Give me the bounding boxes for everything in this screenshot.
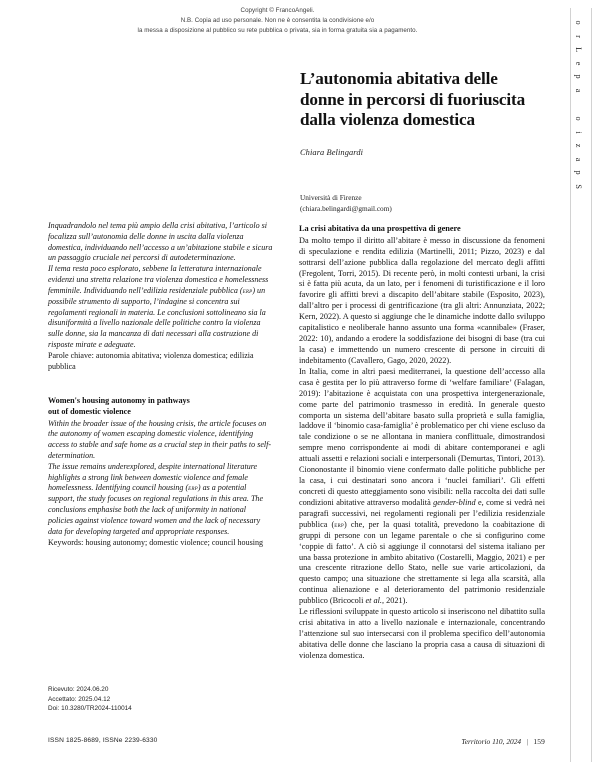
abstract-it-p2-part-b: ) un possibile strumento di supporto, l’indagine si concentra sui regolamenti regionali in materia. Le conclusioni sottolineano sia la disuniformità a livello nazionale delle politiche contro la violenza sulle donne, sia la mancanza di dati necessari alla costruzione di risposte mirate e adeguate. <box>48 285 266 349</box>
abstract-en-p2-part-a: The issue remains underexplored, despite international literature highlights a strong link between domestic violence and female homelessness. Identifying council housing ( <box>48 461 258 493</box>
vertical-char: a <box>573 157 583 162</box>
body-paragraph-1: Da molto tempo il diritto all’abitare è messo in discussione da fenomeni di speculazione e rendita edilizia (Martinelli, 2011; Pizzo, 2023) e dal sottrarsi dell’azione pubblica dalla regolazione del mercato degli affitti (Fregolent, Torri, 2015). Di recente però, in molti contesti urbani, la crisi si è fatta più acuta, da un lato, per i fenomeni di turistificazione e il loro favorire gli affitti brevi a discapito dell’abitare stabile (Esposito, 2023), dall’altro per i processi di gentrificazione (tra gli altri: Annunziata, 2022; Kern, 2022). A questo si aggiunge che le dinamiche indotte dallo sviluppo capitalistico e neoliberale hanno assunto una forma «cannibale» (Fraser, 2022: 10), andando a erodere la soddisfazione dei bisogni di base (tra cui la casa) e immettendo un numero crescente di persone in circuiti di indebitamento (Cavallero, Gago, 2020, 2022). <box>299 235 545 365</box>
affiliation-institution: Università di Firenze <box>300 193 362 202</box>
body-p2-part-b: e, come si vedrà nei paragrafi successivi, nei regolamenti regionali per l’edilizia residenziale pubblica ( <box>299 497 546 529</box>
abstract-en-p2-part-b: ) as a potential support, the study focuses on regional regulations in this area. The conclusions emphasise both the lack of uniformity in national policies against violence toward women and the lack of necessary data for developing targeted and appropriate responses. <box>48 483 264 536</box>
vertical-char: L <box>573 47 583 53</box>
body-p2-part-c: ) che, per la quasi totalità, prevedono la coabitazione di gruppi di persone con un legame parentale o che si configurino come ‘coppie di fatto’. A ciò si aggiunge il connotarsi del sistema italiano per una bassa protezione in ambito abitativo (Costarelli, Maggio, 2021) e per una crescente ritrazione dello Stato, nelle sue varie articolazioni, da questo campo; una situazione che strettamente si lega alla scarsità, alla continua alienazione e al deterioramento del patrimonio residenziale pubblico (Bricocoli <box>299 519 545 606</box>
footer-separator: | <box>526 737 529 746</box>
keywords-it-value: autonomia abitativa; violenza domestica; edilizia pubblica <box>48 350 254 371</box>
vertical-char: o <box>573 116 583 122</box>
publication-dates <box>48 685 273 714</box>
keywords-italian <box>48 351 273 373</box>
abstract-column <box>48 221 273 548</box>
copyright-line-1: Copyright © FrancoAngeli. <box>240 7 315 14</box>
body-p2-et-al: et al. <box>365 596 382 606</box>
copyright-line-2: N.B. Copia ad uso personale. Non ne è consentita la condivisione e/o <box>180 17 375 25</box>
abstract-en-erp-acronym: erp <box>188 485 198 493</box>
footer-page-number: 159 <box>533 737 545 746</box>
abstract-en-paragraph-2 <box>48 462 273 538</box>
vertical-char: z <box>573 143 583 148</box>
keywords-it-label: Parole chiave: <box>48 350 94 360</box>
vertical-char: e <box>573 61 583 66</box>
article-author: Chiara Belingardi <box>300 148 364 157</box>
section-heading: La crisi abitativa da una prospettiva di genere <box>299 224 461 233</box>
body-p2-gender-blind: gender-blind <box>433 497 476 507</box>
body-p2-part-d: , 2021). <box>381 596 408 606</box>
body-p2-part-a: In Italia, come in altri paesi mediterranei, la questione dell’accesso alla casa è gestita per lo più attraverso forme di ‘welfare familiare’ (Falagan, 2019): l’abitazione è acquistata con una prospettiva intergenerazionale, come parte del patrimonio trasmesso in eredità. In generale questo comporta un sistema dell’abitare basato sulla proprietà e sulla famiglia, laddove il ‘binomio casa-famiglia’ è problematico per chi viene escluso da tale condizione o se ne allontana in maniera conflittuale, dimostrandosi sempre meno corrispondente ai modi di abitare contemporanei e agli attuali assetti e relazioni sociali e interpersonali (Demurtas, Tintori, 2013). Ciononostante il binomio viene confermato dalle politiche pubbliche per la casa, i cui destinatari sono ancora i ‘nuclei familiari’. Gli effetti concreti di questo atteggiamento sono visibili: nella raccolta dei dati sulle condizioni abitative attraverso modalità <box>299 366 545 507</box>
vertical-char: p <box>573 74 583 80</box>
vertical-char: r <box>573 34 583 38</box>
vertical-char: a <box>573 88 583 93</box>
vertical-char: o <box>573 20 583 26</box>
keywords-en-label: Keywords: <box>48 537 84 547</box>
abstract-it-paragraph-2 <box>48 264 273 351</box>
affiliation-email: (chiara.belingardi@gmail.com) <box>300 203 392 213</box>
issn-line: ISSN 1825-8689, ISSNe 2239-6330 <box>48 737 158 744</box>
vertical-char: p <box>573 170 583 176</box>
body-text <box>299 236 545 662</box>
copyright-notice <box>0 6 555 36</box>
footer-journal-name: Territorio <box>461 737 491 746</box>
abstract-it-paragraph-1: Inquadrandolo nel tema più ampio della crisi abitativa, l’articolo si focalizza sull’autonomia delle donne in uscita dalla violenza domestica, individuando nell’accesso a un’abitazione stabile e sicura un passaggio cruciale nei percorsi di autodeterminazione. <box>48 221 273 263</box>
vertical-word-top <box>564 16 592 98</box>
page-footer <box>299 737 545 746</box>
abstract-english-block <box>48 396 273 548</box>
author-affiliation <box>300 193 545 214</box>
abstract-it-erp-acronym: erp <box>242 287 253 295</box>
abstract-en-heading-line-1: Women's housing autonomy in pathways <box>48 396 190 406</box>
received-date: Ricevuto: 2024.06.20 <box>48 686 109 693</box>
keywords-en-value: housing autonomy; domestic violence; council housing <box>85 537 264 547</box>
accepted-date: Accettato: 2025.04.12 <box>48 695 111 703</box>
body-paragraph-2 <box>299 367 545 607</box>
vertical-char: S <box>573 184 583 190</box>
vertical-word-bottom <box>564 112 592 194</box>
abstract-en-heading-line-2: out of domestic violence <box>48 407 131 417</box>
vertical-side-strip <box>555 0 600 770</box>
body-paragraph-3: Le riflessioni sviluppate in questo articolo si inseriscono nel dibattito sulla crisi abitativa in atto a livello nazionale e internazionale, concentrando l’attenzione sul suo intersecarsi con il problema specifico dell’autonomia abitativa delle donne che lasciano la propria casa a causa di situazioni di violenza domestica. <box>299 607 545 660</box>
body-column <box>299 224 545 662</box>
abstract-en-paragraph-1: Within the broader issue of the housing crisis, the article focuses on the autonomy of women escaping domestic violence, identifying access to stable and safe home as a crucial step in their paths to self-determination. <box>48 418 272 460</box>
doi-line: Doi: 10.3280/TR2024-110014 <box>48 705 132 713</box>
abstract-it-p2-part-a: Il tema resta poco esplorato, sebbene la letteratura internazionale evidenzi una stretta relazione tra violenza domestica e homelessness femminile. Individuando nell’edilizia residenziale pubblica ( <box>48 264 269 295</box>
abstract-italian <box>48 221 273 351</box>
copyright-line-3: la messa a disposizione al pubblico su rete pubblica o privata, sia in forma gratuita sia a pagamento. <box>137 27 418 35</box>
abstract-english <box>48 419 273 538</box>
abstract-en-heading <box>48 396 273 418</box>
body-erp-acronym: erp <box>334 521 345 529</box>
keywords-english <box>48 538 273 549</box>
footer-issue: 110, 2024 <box>492 737 522 746</box>
vertical-char: i <box>573 131 583 134</box>
article-title: L’autonomia abitativa delle donne in percorsi di fuoriuscita dalla violenza domestica <box>300 68 526 130</box>
